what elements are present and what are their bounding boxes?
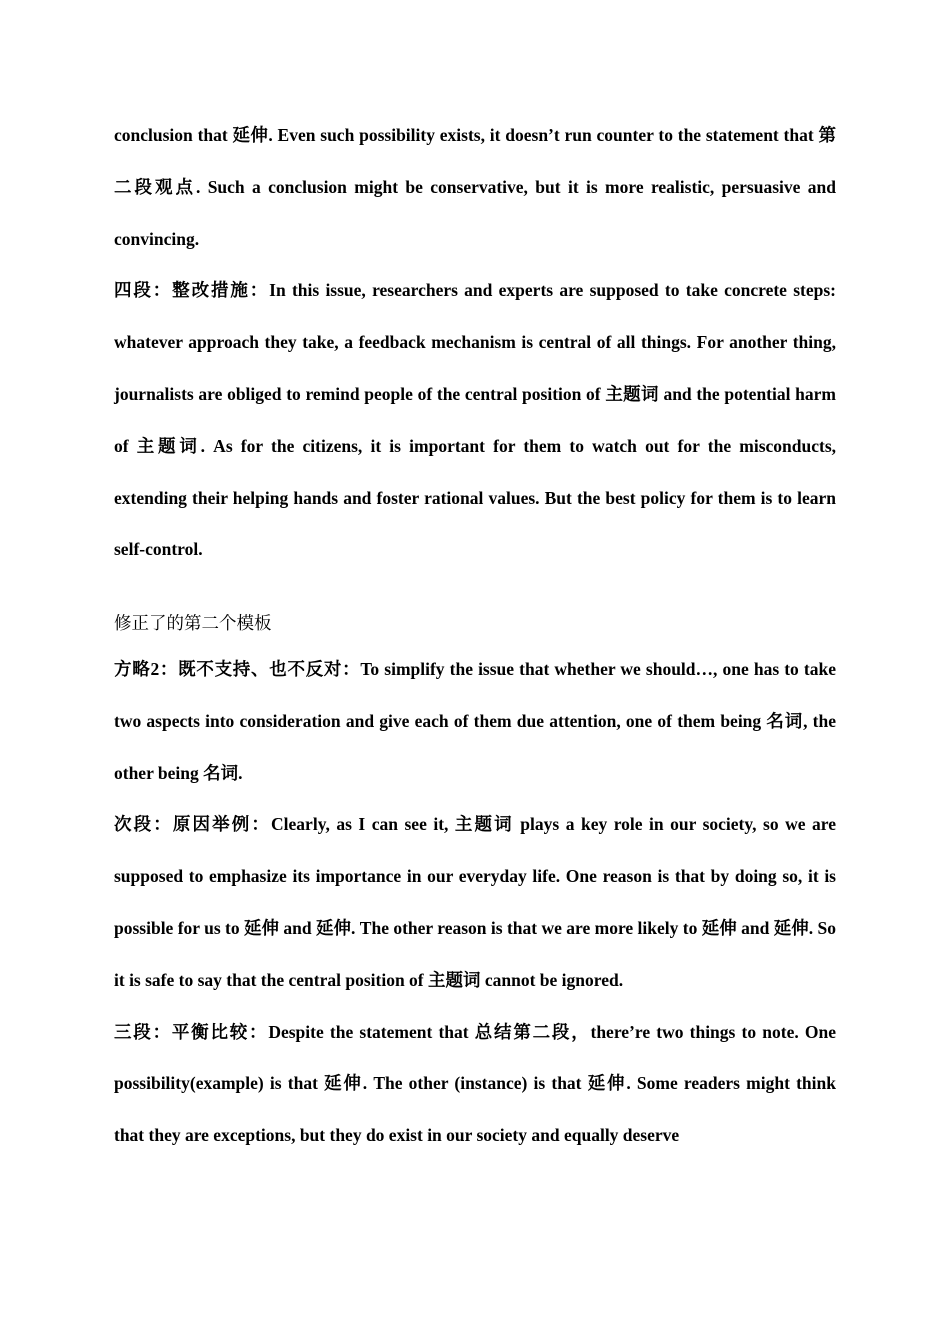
section-title: 修正了的第二个模板 (114, 613, 272, 634)
paragraph-third-section: 三段：平衡比较：Despite the statement that 总结第二段，there’re two things to note. One possibility(example) is that 延伸. The other (instance) is that 延伸. Some readers might think that they are exceptions, but they do exist in our society and equally deserve (114, 1021, 836, 1146)
section-spacer (114, 576, 836, 598)
paragraph-strategy-two: 方略2：既不支持、也不反对：To simplify the issue that whether we should…, one has to take two aspects into consideration and give each of them due attention, one of them being 名词, the other being 名词. (114, 658, 836, 783)
paragraph-second-section: 次段：原因举例：Clearly, as I can see it, 主题词 plays a key role in our society, so we are supposed to emphasize its importance in our everyday life. One reason is that by doing so, it is possible for us to 延伸 and 延伸. The other reason is that we are more likely to 延伸 and 延伸. So it is safe to say that the central position of 主题词 cannot be ignored. (114, 814, 836, 990)
paragraph-conclusion: conclusion that 延伸. Even such possibility exists, it doesn’t run counter to the statement that 第二段观点. Such a conclusion might be conservative, but it is more realistic, persuasive and convincing. (114, 125, 836, 249)
document-page (114, 110, 836, 1162)
paragraph-fourth-section: 四段：整改措施：In this issue, researchers and experts are supposed to take concrete steps: whatever approach they take, a feedback mechanism is central of all things. For another thing, journalists are obliged to remind people of the central position of 主题词 and the potential harm of 主题词. As for the citizens, it is important for them to watch out for the misconducts, extending their helping hands and foster rational values. But the best policy for them is to learn self-control. (114, 280, 836, 560)
